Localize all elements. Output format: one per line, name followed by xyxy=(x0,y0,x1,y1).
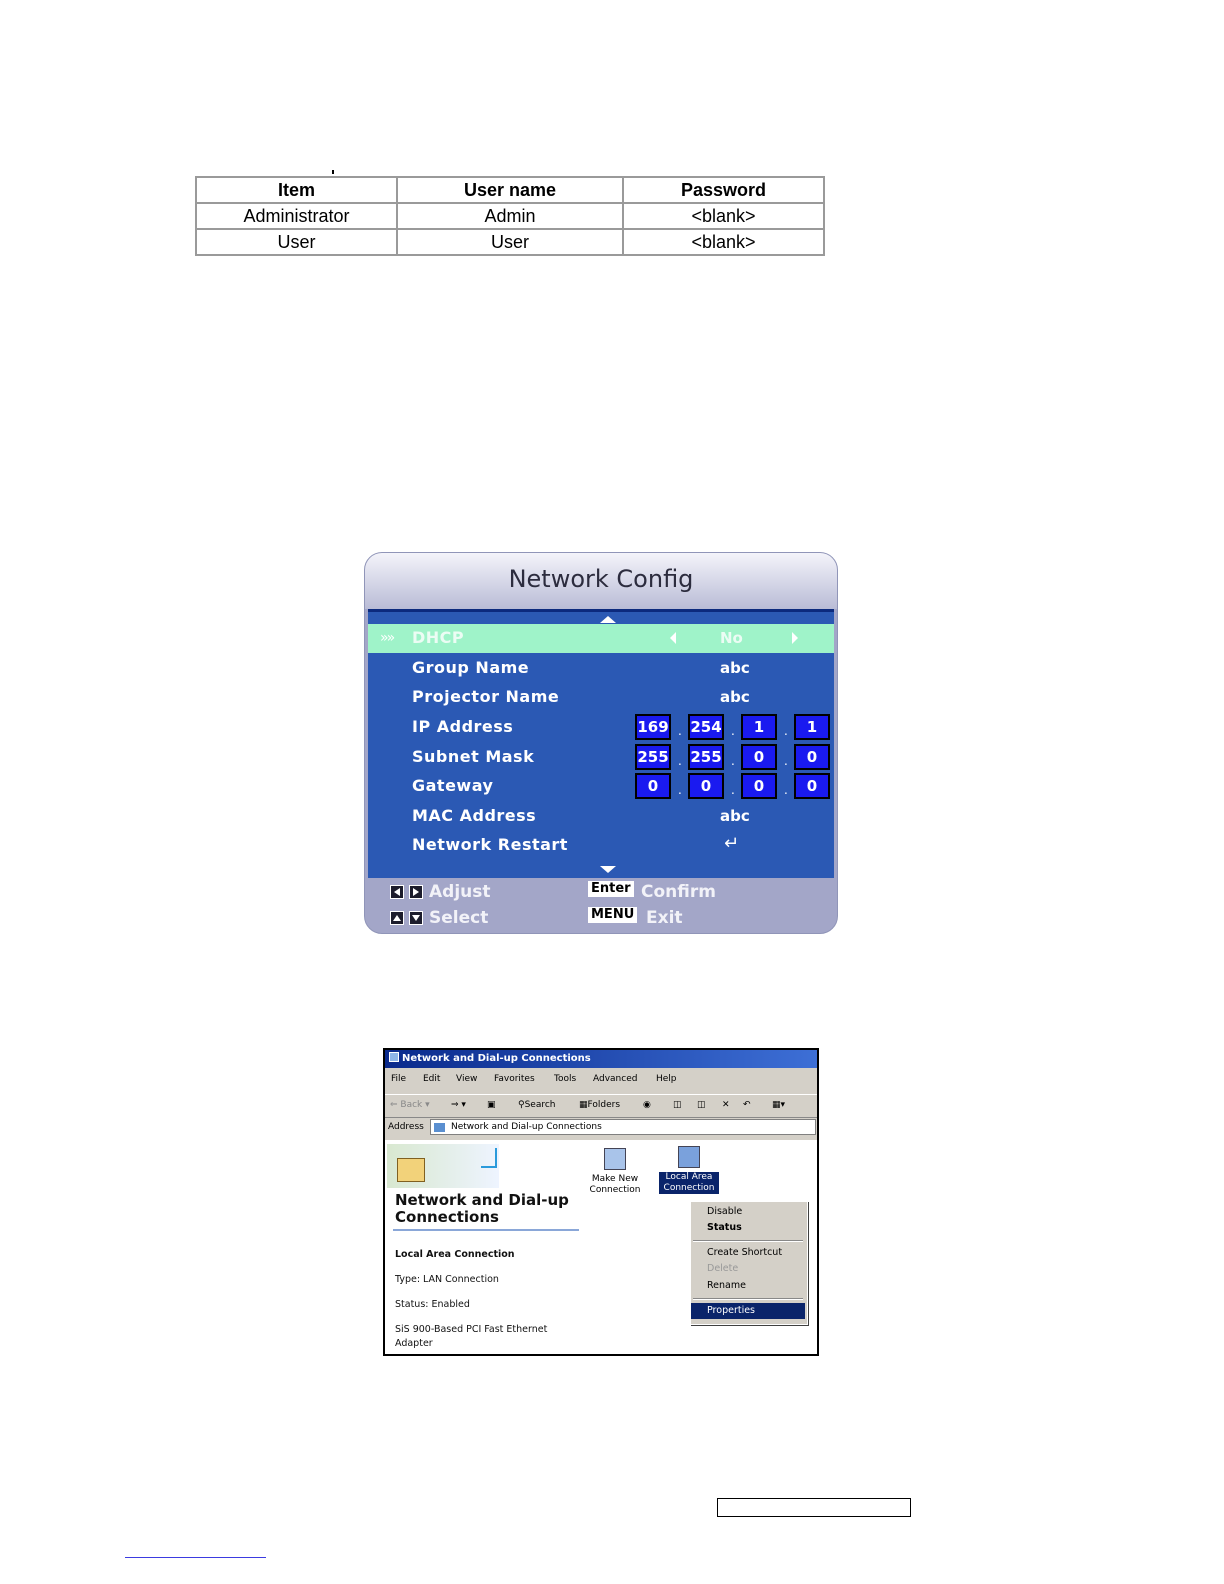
octet-separator: . xyxy=(678,724,682,738)
menu-separator xyxy=(693,1240,803,1242)
detail-name: Local Area Connection xyxy=(395,1249,515,1260)
table-cell: <blank> xyxy=(623,203,824,229)
item-label: Connection xyxy=(589,1185,641,1195)
enter-key-tag: Enter xyxy=(588,881,634,897)
octet-separator: . xyxy=(678,754,682,768)
menu-item-rename[interactable]: Rename xyxy=(707,1280,746,1291)
move-to-icon[interactable]: ◫ xyxy=(673,1100,682,1110)
ip-octet-field[interactable]: 169 xyxy=(635,714,671,740)
footnote-rule xyxy=(125,1557,266,1558)
octet-separator: . xyxy=(731,754,735,768)
osd-row-network-restart[interactable] xyxy=(368,831,834,860)
make-new-connection-item[interactable] xyxy=(585,1148,645,1196)
menu-separator xyxy=(693,1298,803,1300)
menu-item-disable[interactable]: Disable xyxy=(707,1206,743,1217)
context-menu xyxy=(690,1201,808,1325)
select-hint: Select xyxy=(429,908,489,928)
osd-row-dhcp[interactable] xyxy=(368,624,834,653)
osd-row-label: Gateway xyxy=(412,776,494,795)
osd-menu-panel xyxy=(368,609,834,878)
exit-hint: Exit xyxy=(646,908,683,928)
subnet-octet-field[interactable]: 255 xyxy=(635,744,671,770)
search-label: Search xyxy=(524,1100,556,1110)
menu-tools[interactable]: Tools xyxy=(554,1074,577,1084)
osd-row-projector-name[interactable] xyxy=(368,683,834,712)
selection-pointer-icon: »» xyxy=(380,630,394,646)
table-cell: User xyxy=(397,229,623,255)
menu-item-create-shortcut[interactable]: Create Shortcut xyxy=(707,1247,783,1258)
item-label: Local Area xyxy=(659,1172,719,1183)
subnet-octet-field[interactable]: 0 xyxy=(741,744,777,770)
toolbar xyxy=(385,1094,817,1118)
osd-row-label: DHCP xyxy=(412,628,465,647)
column-header: Item xyxy=(196,177,397,203)
osd-row-gateway[interactable] xyxy=(368,772,834,801)
empty-box xyxy=(717,1498,911,1517)
gateway-octet-field[interactable]: 0 xyxy=(635,773,671,799)
window-titlebar[interactable] xyxy=(385,1050,817,1068)
network-connections-window xyxy=(383,1048,819,1356)
search-button[interactable]: ⚲Search xyxy=(518,1100,556,1110)
osd-title: Network Config xyxy=(365,553,837,609)
confirm-hint: Confirm xyxy=(641,882,716,902)
history-icon[interactable]: ◉ xyxy=(643,1100,651,1110)
make-new-connection-icon xyxy=(604,1148,626,1170)
down-key-icon xyxy=(409,911,423,925)
octet-separator: . xyxy=(784,783,788,797)
gateway-octet-field[interactable]: 0 xyxy=(741,773,777,799)
table-row xyxy=(196,229,824,255)
left-pane-divider xyxy=(393,1229,579,1231)
menu-item-properties[interactable]: Properties xyxy=(691,1303,805,1319)
detail-adapter: SiS 900-Based PCI Fast Ethernet xyxy=(395,1324,548,1335)
copy-to-icon[interactable]: ◫ xyxy=(697,1100,706,1110)
column-header: Password xyxy=(623,177,824,203)
scroll-down-icon[interactable] xyxy=(600,866,616,873)
folder-content xyxy=(385,1140,817,1354)
folders-button[interactable]: ▦Folders xyxy=(579,1100,621,1110)
address-field[interactable] xyxy=(430,1119,816,1135)
table-cell: Administrator xyxy=(196,203,397,229)
right-key-icon xyxy=(409,885,423,899)
menu-edit[interactable]: Edit xyxy=(423,1074,441,1084)
address-bar xyxy=(385,1118,817,1138)
osd-row-ip-address[interactable] xyxy=(368,713,834,742)
menu-file[interactable]: File xyxy=(391,1074,407,1084)
osd-row-label: Subnet Mask xyxy=(412,747,535,766)
forward-button[interactable]: ⇒ ▾ xyxy=(451,1100,466,1110)
table-cell: <blank> xyxy=(623,229,824,255)
decorative-bracket xyxy=(481,1148,497,1168)
stray-mark xyxy=(332,170,334,174)
osd-row-mac-address[interactable] xyxy=(368,802,834,831)
back-button[interactable]: ⇐ Back ▾ xyxy=(390,1100,430,1110)
osd-row-value: abc xyxy=(720,688,750,706)
table-row xyxy=(196,203,824,229)
arrow-left-icon[interactable] xyxy=(670,632,676,644)
arrow-right-icon[interactable] xyxy=(792,632,798,644)
osd-row-value: No xyxy=(720,629,743,647)
item-label: Make New xyxy=(591,1174,639,1184)
osd-row-label: Group Name xyxy=(412,658,530,677)
lan-connection-icon xyxy=(678,1146,700,1168)
octet-separator: . xyxy=(731,724,735,738)
network-config-osd xyxy=(364,552,838,934)
osd-row-label: Network Restart xyxy=(412,835,568,854)
left-key-icon xyxy=(390,885,404,899)
gateway-octet-field[interactable]: 0 xyxy=(688,773,724,799)
table-cell: Admin xyxy=(397,203,623,229)
address-label: Address xyxy=(388,1122,424,1132)
osd-row-value: abc xyxy=(720,807,750,825)
table-header-row xyxy=(196,177,824,203)
osd-row-label: IP Address xyxy=(412,717,514,736)
folder-icon xyxy=(434,1123,445,1132)
menu-item-status[interactable]: Status xyxy=(707,1222,742,1233)
window-icon xyxy=(389,1052,399,1062)
views-icon[interactable]: ▦▾ xyxy=(772,1100,786,1110)
octet-separator: . xyxy=(784,754,788,768)
left-pane-title: Network and Dial-up Connections xyxy=(395,1191,569,1226)
detail-adapter-cont: Adapter xyxy=(395,1338,433,1349)
item-label: Connection xyxy=(659,1183,719,1194)
local-area-connection-item[interactable] xyxy=(659,1146,719,1194)
back-label: Back xyxy=(400,1100,423,1110)
up-key-icon xyxy=(390,911,404,925)
menu-view[interactable]: View xyxy=(456,1074,478,1084)
ip-octet-field[interactable]: 1 xyxy=(741,714,777,740)
octet-separator: . xyxy=(784,724,788,738)
menu-help[interactable]: Help xyxy=(656,1074,677,1084)
gateway-octet-field[interactable]: 0 xyxy=(794,773,830,799)
menu-advanced[interactable]: Advanced xyxy=(593,1074,638,1084)
enter-icon[interactable]: ↵ xyxy=(724,833,740,854)
osd-row-value: abc xyxy=(720,659,750,677)
detail-status: Status: Enabled xyxy=(395,1299,470,1310)
window-title: Network and Dial-up Connections xyxy=(402,1053,591,1064)
menu-bar xyxy=(385,1072,817,1088)
address-value: Network and Dial-up Connections xyxy=(451,1122,602,1132)
osd-row-label: Projector Name xyxy=(412,687,560,706)
octet-separator: . xyxy=(678,783,682,797)
osd-footer xyxy=(365,878,837,933)
up-folder-icon[interactable]: ▣ xyxy=(487,1100,496,1110)
folders-label: Folders xyxy=(587,1100,621,1110)
ip-octet-field[interactable]: 254 xyxy=(688,714,724,740)
network-folder-icon xyxy=(397,1158,425,1182)
osd-row-group-name[interactable] xyxy=(368,654,834,683)
column-header: User name xyxy=(397,177,623,203)
osd-row-subnet-mask[interactable] xyxy=(368,743,834,772)
detail-type: Type: LAN Connection xyxy=(395,1274,499,1285)
undo-icon[interactable]: ↶ xyxy=(743,1100,751,1110)
table-cell: User xyxy=(196,229,397,255)
menu-item-delete[interactable]: Delete xyxy=(707,1263,739,1274)
menu-favorites[interactable]: Favorites xyxy=(494,1074,535,1084)
scroll-up-icon[interactable] xyxy=(600,616,616,623)
adjust-hint: Adjust xyxy=(429,882,491,902)
subnet-octet-field[interactable]: 0 xyxy=(794,744,830,770)
credentials-table xyxy=(195,176,825,256)
osd-row-label: MAC Address xyxy=(412,806,537,825)
menu-key-tag: MENU xyxy=(588,907,637,923)
subnet-octet-field[interactable]: 255 xyxy=(688,744,724,770)
delete-icon[interactable]: ✕ xyxy=(722,1100,730,1110)
octet-separator: . xyxy=(731,783,735,797)
ip-octet-field[interactable]: 1 xyxy=(794,714,830,740)
